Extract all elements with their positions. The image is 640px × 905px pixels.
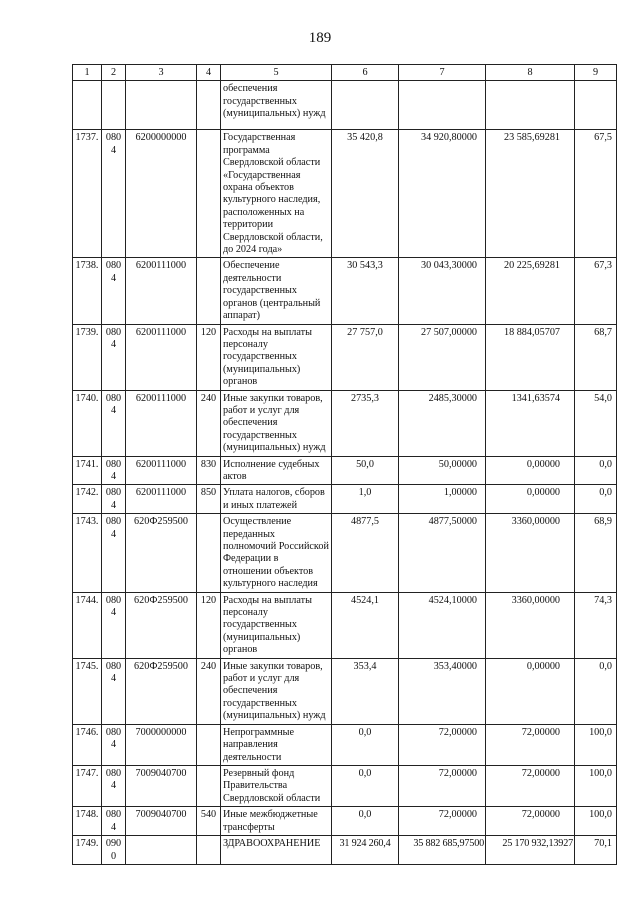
table-row	[73, 765, 617, 806]
value-col7: 72,00000	[399, 807, 486, 836]
percent-col9: 67,3	[575, 258, 617, 324]
expense-type-code	[197, 724, 221, 765]
table-row	[73, 324, 617, 390]
percent-col9: 0,0	[575, 456, 617, 485]
expense-type-code: 240	[197, 658, 221, 724]
value-col8	[486, 81, 575, 130]
item-name: Расходы на выплаты персоналу государственных (муниципальных) органов	[221, 592, 332, 658]
value-col8: 1341,63574	[486, 390, 575, 456]
target-code: 620Ф259500	[126, 514, 197, 592]
row-number: 1747.	[73, 765, 102, 806]
value-col8: 72,00000	[486, 724, 575, 765]
section-code: 0804	[102, 485, 126, 514]
target-code: 6200111000	[126, 324, 197, 390]
row-number: 1742.	[73, 485, 102, 514]
target-code: 7009040700	[126, 765, 197, 806]
value-col6: 27 757,0	[332, 324, 399, 390]
value-col7	[399, 81, 486, 130]
value-col6: 4524,1	[332, 592, 399, 658]
value-col8: 23 585,69281	[486, 130, 575, 258]
table-row	[73, 592, 617, 658]
value-col7: 30 043,30000	[399, 258, 486, 324]
target-code: 6200111000	[126, 485, 197, 514]
percent-col9: 68,9	[575, 514, 617, 592]
item-name: Резервный фонд Правительства Свердловской области	[221, 765, 332, 806]
table-header-row	[73, 65, 617, 81]
value-col6: 1,0	[332, 485, 399, 514]
target-code	[126, 81, 197, 130]
target-code: 6200111000	[126, 390, 197, 456]
value-col6: 4877,5	[332, 514, 399, 592]
value-col7: 35 882 685,97500	[399, 836, 486, 865]
column-header: 5	[221, 65, 332, 81]
item-name: Иные межбюджетные трансферты	[221, 807, 332, 836]
expense-type-code: 120	[197, 592, 221, 658]
row-number	[73, 81, 102, 130]
expense-type-code	[197, 81, 221, 130]
target-code: 6200111000	[126, 258, 197, 324]
value-col7: 72,00000	[399, 724, 486, 765]
column-header: 6	[332, 65, 399, 81]
table-row	[73, 258, 617, 324]
value-col7: 72,00000	[399, 765, 486, 806]
table-row	[73, 130, 617, 258]
row-number: 1748.	[73, 807, 102, 836]
value-col6: 35 420,8	[332, 130, 399, 258]
table-row	[73, 836, 617, 865]
item-name: Исполнение судебных актов	[221, 456, 332, 485]
expense-type-code	[197, 765, 221, 806]
target-code: 7000000000	[126, 724, 197, 765]
row-number: 1749.	[73, 836, 102, 865]
expense-type-code	[197, 836, 221, 865]
row-number: 1737.	[73, 130, 102, 258]
target-code: 620Ф259500	[126, 592, 197, 658]
table-row	[73, 724, 617, 765]
expense-type-code: 850	[197, 485, 221, 514]
section-code: 0804	[102, 324, 126, 390]
table-row	[73, 514, 617, 592]
value-col8: 0,00000	[486, 456, 575, 485]
expense-type-code	[197, 130, 221, 258]
column-header: 1	[73, 65, 102, 81]
value-col6: 31 924 260,4	[332, 836, 399, 865]
table-row	[73, 81, 617, 130]
expense-type-code: 240	[197, 390, 221, 456]
row-number: 1745.	[73, 658, 102, 724]
section-code: 0804	[102, 456, 126, 485]
value-col8: 72,00000	[486, 765, 575, 806]
percent-col9: 70,1	[575, 836, 617, 865]
column-header: 2	[102, 65, 126, 81]
row-number: 1739.	[73, 324, 102, 390]
expense-type-code	[197, 514, 221, 592]
expense-type-code: 540	[197, 807, 221, 836]
item-name: обеспечения государственных (муниципальных) нужд	[221, 81, 332, 130]
section-code: 0804	[102, 658, 126, 724]
section-code	[102, 81, 126, 130]
value-col8: 18 884,05707	[486, 324, 575, 390]
row-number: 1740.	[73, 390, 102, 456]
percent-col9: 54,0	[575, 390, 617, 456]
row-number: 1746.	[73, 724, 102, 765]
value-col7: 1,00000	[399, 485, 486, 514]
item-name: Осуществление переданных полномочий Российской Федерации в отношении объектов культурного наследия	[221, 514, 332, 592]
value-col6: 2735,3	[332, 390, 399, 456]
table-row	[73, 390, 617, 456]
percent-col9: 0,0	[575, 658, 617, 724]
row-number: 1741.	[73, 456, 102, 485]
item-name: Непрограммные направления деятельности	[221, 724, 332, 765]
target-code: 7009040700	[126, 807, 197, 836]
value-col6: 0,0	[332, 765, 399, 806]
percent-col9: 0,0	[575, 485, 617, 514]
budget-table	[72, 64, 617, 865]
item-name: Государственная программа Свердловской области «Государственная охрана объектов культурного наследия, расположенных на территории Свердловской области, до 2024 года»	[221, 130, 332, 258]
percent-col9: 100,0	[575, 765, 617, 806]
target-code: 6200111000	[126, 456, 197, 485]
value-col6: 30 543,3	[332, 258, 399, 324]
value-col8: 72,00000	[486, 807, 575, 836]
value-col6: 0,0	[332, 807, 399, 836]
value-col7: 4524,10000	[399, 592, 486, 658]
item-name: Расходы на выплаты персоналу государственных (муниципальных) органов	[221, 324, 332, 390]
value-col7: 50,00000	[399, 456, 486, 485]
item-name: Уплата налогов, сборов и иных платежей	[221, 485, 332, 514]
table-row	[73, 456, 617, 485]
value-col8: 20 225,69281	[486, 258, 575, 324]
value-col8: 25 170 932,13927	[486, 836, 575, 865]
column-header: 8	[486, 65, 575, 81]
value-col8: 0,00000	[486, 485, 575, 514]
value-col6: 50,0	[332, 456, 399, 485]
item-name: ЗДРАВООХРАНЕНИЕ	[221, 836, 332, 865]
value-col7: 27 507,00000	[399, 324, 486, 390]
item-name: Обеспечение деятельности государственных органов (центральный аппарат)	[221, 258, 332, 324]
row-number: 1738.	[73, 258, 102, 324]
column-header: 3	[126, 65, 197, 81]
section-code: 0804	[102, 765, 126, 806]
value-col6: 0,0	[332, 724, 399, 765]
section-code: 0804	[102, 724, 126, 765]
value-col6	[332, 81, 399, 130]
table-row	[73, 807, 617, 836]
expense-type-code: 120	[197, 324, 221, 390]
section-code: 0804	[102, 390, 126, 456]
target-code: 620Ф259500	[126, 658, 197, 724]
table-row	[73, 485, 617, 514]
expense-type-code: 830	[197, 456, 221, 485]
value-col7: 2485,30000	[399, 390, 486, 456]
section-code: 0804	[102, 514, 126, 592]
target-code: 6200000000	[126, 130, 197, 258]
row-number: 1744.	[73, 592, 102, 658]
section-code: 0804	[102, 130, 126, 258]
percent-col9: 68,7	[575, 324, 617, 390]
percent-col9: 100,0	[575, 724, 617, 765]
percent-col9	[575, 81, 617, 130]
value-col7: 4877,50000	[399, 514, 486, 592]
table-row	[73, 658, 617, 724]
value-col8: 0,00000	[486, 658, 575, 724]
section-code: 0804	[102, 592, 126, 658]
value-col7: 353,40000	[399, 658, 486, 724]
value-col7: 34 920,80000	[399, 130, 486, 258]
percent-col9: 74,3	[575, 592, 617, 658]
item-name: Иные закупки товаров, работ и услуг для обеспечения государственных (муниципальных) нужд	[221, 658, 332, 724]
percent-col9: 67,5	[575, 130, 617, 258]
value-col6: 353,4	[332, 658, 399, 724]
section-code: 0804	[102, 258, 126, 324]
section-code: 0900	[102, 836, 126, 865]
column-header: 9	[575, 65, 617, 81]
percent-col9: 100,0	[575, 807, 617, 836]
column-header: 4	[197, 65, 221, 81]
target-code	[126, 836, 197, 865]
value-col8: 3360,00000	[486, 592, 575, 658]
page-number: 189	[308, 30, 332, 46]
column-header: 7	[399, 65, 486, 81]
row-number: 1743.	[73, 514, 102, 592]
expense-type-code	[197, 258, 221, 324]
value-col8: 3360,00000	[486, 514, 575, 592]
section-code: 0804	[102, 807, 126, 836]
item-name: Иные закупки товаров, работ и услуг для обеспечения государственных (муниципальных) нужд	[221, 390, 332, 456]
